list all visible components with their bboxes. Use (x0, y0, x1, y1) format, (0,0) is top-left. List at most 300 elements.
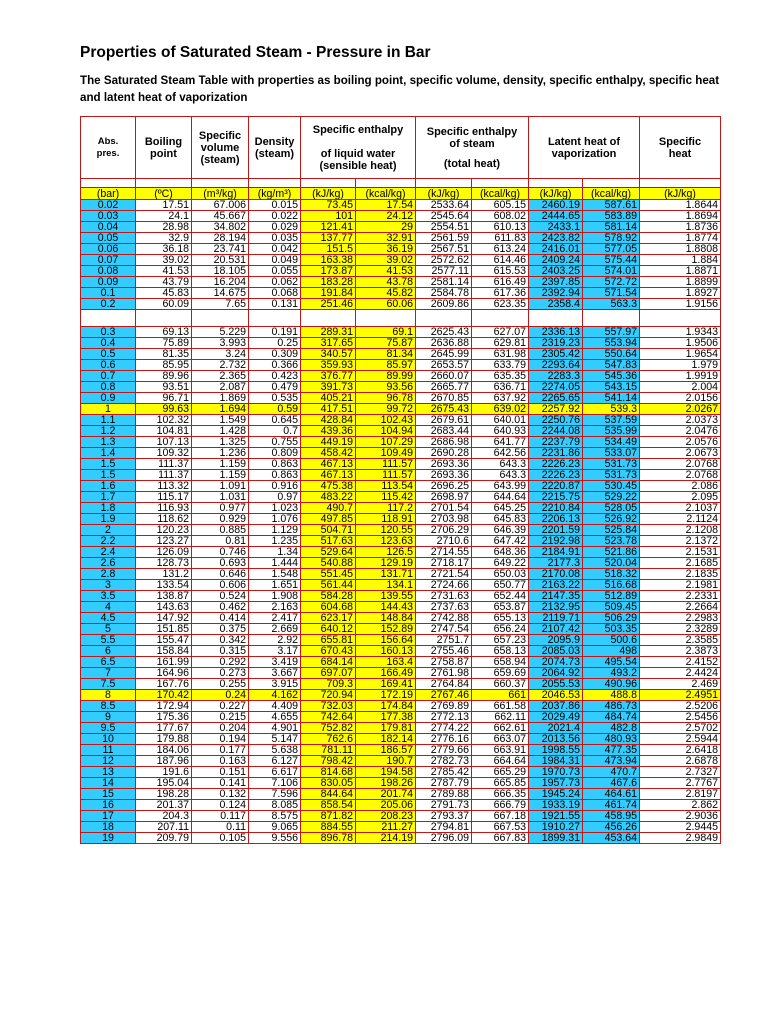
cell-enthalpy-liquid-kcal: 41.53 (356, 266, 416, 277)
cell-boiling-point: 143.63 (136, 602, 192, 613)
cell-specific-volume: 14.675 (192, 288, 249, 299)
cell-abs-pres: 2.2 (81, 536, 136, 547)
cell-density: 0.022 (249, 211, 301, 222)
cell-enthalpy-steam-kj: 2755.46 (416, 646, 472, 657)
cell-enthalpy-steam-kcal: 660.37 (472, 679, 529, 690)
cell-specific-volume: 0.977 (192, 503, 249, 514)
cell-latent-heat-kj: 2403.25 (529, 266, 583, 277)
cell-enthalpy-liquid-kcal: 190.7 (356, 756, 416, 767)
cell-latent-heat-kcal: 534.49 (583, 437, 640, 448)
cell-enthalpy-liquid-kj: 781.11 (301, 745, 356, 756)
cell-density: 1.908 (249, 591, 301, 602)
header-boiling-point: Boiling point (136, 117, 192, 179)
header-gap (81, 179, 721, 188)
cell-specific-volume: 2.365 (192, 371, 249, 382)
cell-specific-volume: 67.006 (192, 200, 249, 211)
cell-boiling-point: 195.04 (136, 778, 192, 789)
cell-specific-heat: 2.4152 (640, 657, 721, 668)
cell-abs-pres: 0.09 (81, 277, 136, 288)
cell-enthalpy-steam-kj: 2653.57 (416, 360, 472, 371)
cell-enthalpy-liquid-kj: 405.21 (301, 393, 356, 404)
cell-latent-heat-kj: 1945.24 (529, 789, 583, 800)
cell-boiling-point: 32.9 (136, 233, 192, 244)
table-row (81, 338, 721, 349)
cell-latent-heat-kcal: 572.72 (583, 277, 640, 288)
cell-specific-heat: 2.5206 (640, 701, 721, 712)
cell-latent-heat-kj: 2132.95 (529, 602, 583, 613)
cell-latent-heat-kcal: 461.74 (583, 800, 640, 811)
cell-latent-heat-kj: 1998.55 (529, 745, 583, 756)
cell-enthalpy-steam-kj: 2701.54 (416, 503, 472, 514)
cell-enthalpy-liquid-kcal: 211.27 (356, 822, 416, 833)
cell-specific-volume: 34.802 (192, 222, 249, 233)
cell-specific-heat: 2.8197 (640, 789, 721, 800)
cell-density: 1.023 (249, 503, 301, 514)
cell-boiling-point: 158.84 (136, 646, 192, 657)
cell-specific-volume: 0.646 (192, 569, 249, 580)
table-row (81, 800, 721, 811)
cell-enthalpy-steam-kj: 2761.98 (416, 668, 472, 679)
cell-abs-pres: 1.7 (81, 492, 136, 503)
cell-enthalpy-liquid-kj: 720.94 (301, 690, 356, 701)
cell-enthalpy-steam-kj: 2769.89 (416, 701, 472, 712)
unit-cell: (ºC) (136, 188, 192, 200)
cell-specific-heat: 2.1685 (640, 558, 721, 569)
cell-density: 0.068 (249, 288, 301, 299)
cell-enthalpy-liquid-kcal: 214.19 (356, 833, 416, 844)
cell-specific-volume: 0.375 (192, 624, 249, 635)
cell-density: 3.419 (249, 657, 301, 668)
cell-latent-heat-kcal: 503.35 (583, 624, 640, 635)
table-row (81, 426, 721, 437)
table-body-low-pressure (81, 200, 721, 310)
cell-latent-heat-kcal: 516.68 (583, 580, 640, 591)
cell-enthalpy-steam-kcal: 665.29 (472, 767, 529, 778)
cell-latent-heat-kcal: 482.8 (583, 723, 640, 734)
cell-latent-heat-kcal: 563.3 (583, 299, 640, 310)
cell-latent-heat-kj: 2147.35 (529, 591, 583, 602)
cell-specific-volume: 28.194 (192, 233, 249, 244)
cell-abs-pres: 8.5 (81, 701, 136, 712)
cell-specific-heat: 1.8899 (640, 277, 721, 288)
cell-enthalpy-liquid-kj: 540.88 (301, 558, 356, 569)
cell-abs-pres: 5 (81, 624, 136, 635)
cell-latent-heat-kj: 2037.86 (529, 701, 583, 712)
cell-latent-heat-kcal: 550.64 (583, 349, 640, 360)
cell-specific-heat: 2.7327 (640, 767, 721, 778)
cell-specific-heat: 1.8774 (640, 233, 721, 244)
cell-boiling-point: 93.51 (136, 382, 192, 393)
cell-latent-heat-kcal: 518.32 (583, 569, 640, 580)
cell-specific-heat: 2.0373 (640, 415, 721, 426)
cell-specific-heat: 2.1531 (640, 547, 721, 558)
cell-density: 0.755 (249, 437, 301, 448)
cell-density: 0.97 (249, 492, 301, 503)
cell-enthalpy-steam-kj: 2581.14 (416, 277, 472, 288)
cell-abs-pres: 1.8 (81, 503, 136, 514)
cell-boiling-point: 81.35 (136, 349, 192, 360)
cell-abs-pres: 7.5 (81, 679, 136, 690)
cell-abs-pres: 0.5 (81, 349, 136, 360)
cell-enthalpy-steam-kj: 2636.88 (416, 338, 472, 349)
cell-latent-heat-kcal: 529.22 (583, 492, 640, 503)
cell-enthalpy-steam-kcal: 645.83 (472, 514, 529, 525)
cell-specific-volume: 0.693 (192, 558, 249, 569)
cell-enthalpy-steam-kj: 2584.78 (416, 288, 472, 299)
unit-cell: (m³/kg) (192, 188, 249, 200)
cell-enthalpy-liquid-kj: 183.28 (301, 277, 356, 288)
cell-specific-volume: 0.524 (192, 591, 249, 602)
cell-latent-heat-kj: 2119.71 (529, 613, 583, 624)
cell-boiling-point: 118.62 (136, 514, 192, 525)
table-row (81, 200, 721, 211)
cell-specific-heat: 1.8808 (640, 244, 721, 255)
header-enthalpy-steam: Specific enthalpy of steam (total heat) (416, 117, 529, 179)
cell-density: 4.409 (249, 701, 301, 712)
cell-boiling-point: 126.09 (136, 547, 192, 558)
cell-enthalpy-steam-kj: 2665.77 (416, 382, 472, 393)
cell-abs-pres: 0.6 (81, 360, 136, 371)
cell-enthalpy-liquid-kcal: 32.91 (356, 233, 416, 244)
cell-enthalpy-steam-kcal: 650.77 (472, 580, 529, 591)
cell-enthalpy-steam-kcal: 656.24 (472, 624, 529, 635)
cell-enthalpy-liquid-kcal: 160.13 (356, 646, 416, 657)
cell-specific-heat: 2.086 (640, 481, 721, 492)
table-row (81, 371, 721, 382)
cell-enthalpy-steam-kcal: 667.53 (472, 822, 529, 833)
cell-enthalpy-liquid-kj: 858.54 (301, 800, 356, 811)
cell-boiling-point: 99.63 (136, 404, 192, 415)
cell-boiling-point: 187.96 (136, 756, 192, 767)
cell-boiling-point: 123.27 (136, 536, 192, 547)
table-row (81, 657, 721, 668)
cell-specific-heat: 2.4424 (640, 668, 721, 679)
cell-enthalpy-steam-kcal: 611.83 (472, 233, 529, 244)
cell-specific-volume: 1.159 (192, 470, 249, 481)
cell-abs-pres: 2.6 (81, 558, 136, 569)
cell-latent-heat-kcal: 506.29 (583, 613, 640, 624)
cell-enthalpy-steam-kj: 2785.42 (416, 767, 472, 778)
cell-latent-heat-kj: 2055.53 (529, 679, 583, 690)
cell-specific-heat: 1.8694 (640, 211, 721, 222)
cell-specific-volume: 1.236 (192, 448, 249, 459)
cell-enthalpy-liquid-kcal: 194.58 (356, 767, 416, 778)
cell-latent-heat-kj: 2444.65 (529, 211, 583, 222)
cell-density: 7.596 (249, 789, 301, 800)
cell-abs-pres: 0.02 (81, 200, 136, 211)
cell-enthalpy-liquid-kcal: 156.64 (356, 635, 416, 646)
cell-abs-pres: 2 (81, 525, 136, 536)
table-row (81, 712, 721, 723)
cell-enthalpy-liquid-kj: 561.44 (301, 580, 356, 591)
cell-enthalpy-liquid-kcal: 93.56 (356, 382, 416, 393)
table-row (81, 404, 721, 415)
table-row (81, 481, 721, 492)
cell-latent-heat-kcal: 477.35 (583, 745, 640, 756)
table-row (81, 277, 721, 288)
cell-specific-volume: 0.81 (192, 536, 249, 547)
cell-latent-heat-kcal: 571.54 (583, 288, 640, 299)
cell-abs-pres: 1.3 (81, 437, 136, 448)
cell-enthalpy-liquid-kcal: 117.2 (356, 503, 416, 514)
cell-enthalpy-liquid-kj: 504.71 (301, 525, 356, 536)
cell-specific-heat: 2.9849 (640, 833, 721, 844)
cell-latent-heat-kj: 2184.91 (529, 547, 583, 558)
cell-boiling-point: 113.32 (136, 481, 192, 492)
header-abs-pres: Abs. pres. (81, 117, 136, 179)
cell-latent-heat-kcal: 535.99 (583, 426, 640, 437)
cell-latent-heat-kcal: 509.45 (583, 602, 640, 613)
cell-enthalpy-liquid-kj: 732.03 (301, 701, 356, 712)
cell-latent-heat-kj: 2237.79 (529, 437, 583, 448)
cell-specific-volume: 0.414 (192, 613, 249, 624)
cell-enthalpy-steam-kj: 2690.28 (416, 448, 472, 459)
cell-latent-heat-kj: 2085.03 (529, 646, 583, 657)
cell-specific-volume: 7.65 (192, 299, 249, 310)
table-row (81, 459, 721, 470)
cell-enthalpy-liquid-kj: 173.87 (301, 266, 356, 277)
cell-density: 0.366 (249, 360, 301, 371)
cell-enthalpy-steam-kcal: 636.71 (472, 382, 529, 393)
cell-latent-heat-kj: 1921.55 (529, 811, 583, 822)
table-row (81, 211, 721, 222)
unit-cell: (bar) (81, 188, 136, 200)
cell-specific-heat: 2.2331 (640, 591, 721, 602)
cell-enthalpy-steam-kcal: 644.64 (472, 492, 529, 503)
cell-abs-pres: 0.06 (81, 244, 136, 255)
cell-boiling-point: 191.6 (136, 767, 192, 778)
cell-enthalpy-liquid-kj: 483.22 (301, 492, 356, 503)
cell-latent-heat-kj: 2392.94 (529, 288, 583, 299)
cell-density: 7.106 (249, 778, 301, 789)
cell-latent-heat-kj: 1970.73 (529, 767, 583, 778)
table-row (81, 233, 721, 244)
cell-abs-pres: 11 (81, 745, 136, 756)
cell-density: 0.645 (249, 415, 301, 426)
cell-enthalpy-liquid-kcal: 198.26 (356, 778, 416, 789)
cell-boiling-point: 96.71 (136, 393, 192, 404)
cell-specific-heat: 2.0768 (640, 459, 721, 470)
cell-boiling-point: 172.94 (136, 701, 192, 712)
cell-enthalpy-steam-kj: 2764.84 (416, 679, 472, 690)
page-subtitle: The Saturated Steam Table with properties as boiling point, specific volume, density, specific enthalpy, specific heat and latent heat of vaporization (80, 74, 720, 104)
cell-enthalpy-liquid-kcal: 111.57 (356, 459, 416, 470)
cell-specific-heat: 1.9919 (640, 371, 721, 382)
cell-enthalpy-steam-kj: 2782.73 (416, 756, 472, 767)
cell-enthalpy-liquid-kj: 884.55 (301, 822, 356, 833)
cell-latent-heat-kcal: 456.26 (583, 822, 640, 833)
cell-specific-heat: 2.0673 (640, 448, 721, 459)
cell-boiling-point: 39.02 (136, 255, 192, 266)
cell-boiling-point: 85.95 (136, 360, 192, 371)
cell-specific-heat: 2.1037 (640, 503, 721, 514)
cell-enthalpy-steam-kcal: 615.53 (472, 266, 529, 277)
cell-enthalpy-liquid-kcal: 75.87 (356, 338, 416, 349)
cell-abs-pres: 9.5 (81, 723, 136, 734)
cell-latent-heat-kcal: 525.84 (583, 525, 640, 536)
cell-enthalpy-liquid-kcal: 174.84 (356, 701, 416, 712)
cell-boiling-point: 45.83 (136, 288, 192, 299)
cell-specific-volume: 0.273 (192, 668, 249, 679)
cell-density: 2.417 (249, 613, 301, 624)
cell-enthalpy-steam-kcal: 652.44 (472, 591, 529, 602)
table-row (81, 255, 721, 266)
cell-density: 0.055 (249, 266, 301, 277)
cell-enthalpy-liquid-kcal: 99.72 (356, 404, 416, 415)
cell-abs-pres: 14 (81, 778, 136, 789)
cell-enthalpy-steam-kcal: 642.56 (472, 448, 529, 459)
cell-enthalpy-steam-kcal: 645.25 (472, 503, 529, 514)
cell-enthalpy-liquid-kj: 762.6 (301, 734, 356, 745)
cell-enthalpy-steam-kj: 2567.51 (416, 244, 472, 255)
cell-density: 0.809 (249, 448, 301, 459)
cell-specific-heat: 2.5702 (640, 723, 721, 734)
cell-boiling-point: 111.37 (136, 470, 192, 481)
cell-boiling-point: 167.76 (136, 679, 192, 690)
cell-boiling-point: 115.17 (136, 492, 192, 503)
cell-enthalpy-liquid-kj: 655.81 (301, 635, 356, 646)
cell-specific-volume: 1.325 (192, 437, 249, 448)
cell-abs-pres: 1 (81, 404, 136, 415)
cell-enthalpy-steam-kcal: 610.13 (472, 222, 529, 233)
cell-enthalpy-steam-kcal: 646.39 (472, 525, 529, 536)
cell-density: 0.309 (249, 349, 301, 360)
table-row (81, 811, 721, 822)
cell-specific-volume: 0.342 (192, 635, 249, 646)
cell-enthalpy-steam-kcal: 667.83 (472, 833, 529, 844)
cell-enthalpy-liquid-kj: 151.5 (301, 244, 356, 255)
cell-enthalpy-liquid-kcal: 134.1 (356, 580, 416, 591)
cell-specific-heat: 2.862 (640, 800, 721, 811)
cell-enthalpy-steam-kj: 2686.98 (416, 437, 472, 448)
cell-enthalpy-liquid-kcal: 139.55 (356, 591, 416, 602)
cell-latent-heat-kcal: 587.61 (583, 200, 640, 211)
steam-table (80, 116, 721, 844)
cell-abs-pres: 16 (81, 800, 136, 811)
cell-specific-volume: 0.124 (192, 800, 249, 811)
cell-enthalpy-steam-kj: 2572.62 (416, 255, 472, 266)
cell-latent-heat-kcal: 493.2 (583, 668, 640, 679)
cell-boiling-point: 89.96 (136, 371, 192, 382)
cell-specific-volume: 0.885 (192, 525, 249, 536)
cell-density: 0.035 (249, 233, 301, 244)
header-specific-volume: Specific volume (steam) (192, 117, 249, 179)
cell-abs-pres: 4.5 (81, 613, 136, 624)
cell-abs-pres: 3 (81, 580, 136, 591)
cell-latent-heat-kj: 2177.3 (529, 558, 583, 569)
cell-enthalpy-liquid-kcal: 208.23 (356, 811, 416, 822)
cell-abs-pres: 17 (81, 811, 136, 822)
cell-latent-heat-kj: 2170.08 (529, 569, 583, 580)
cell-abs-pres: 1.1 (81, 415, 136, 426)
cell-specific-heat: 2.6878 (640, 756, 721, 767)
cell-density: 0.863 (249, 470, 301, 481)
cell-abs-pres: 0.9 (81, 393, 136, 404)
cell-latent-heat-kj: 1910.27 (529, 822, 583, 833)
cell-abs-pres: 5.5 (81, 635, 136, 646)
cell-density: 3.915 (249, 679, 301, 690)
cell-abs-pres: 0.05 (81, 233, 136, 244)
cell-abs-pres: 15 (81, 789, 136, 800)
page-title: Properties of Saturated Steam - Pressure in Bar (80, 44, 431, 61)
cell-density: 9.065 (249, 822, 301, 833)
unit-cell: (kJ/kg) (416, 188, 472, 200)
header-enthalpy-liquid: Specific enthalpy of liquid water (sensible heat) (301, 117, 416, 179)
cell-enthalpy-liquid-kcal: 85.97 (356, 360, 416, 371)
cell-enthalpy-liquid-kj: 709.3 (301, 679, 356, 690)
cell-specific-volume: 20.531 (192, 255, 249, 266)
cell-enthalpy-liquid-kj: 604.68 (301, 602, 356, 613)
cell-boiling-point: 164.96 (136, 668, 192, 679)
cell-latent-heat-kcal: 458.95 (583, 811, 640, 822)
cell-specific-volume: 0.151 (192, 767, 249, 778)
cell-specific-heat: 1.9654 (640, 349, 721, 360)
unit-cell: (kJ/kg) (301, 188, 356, 200)
cell-enthalpy-steam-kcal: 658.94 (472, 657, 529, 668)
cell-density: 2.92 (249, 635, 301, 646)
cell-enthalpy-steam-kcal: 617.36 (472, 288, 529, 299)
cell-enthalpy-steam-kj: 2609.86 (416, 299, 472, 310)
cell-latent-heat-kj: 2293.64 (529, 360, 583, 371)
cell-enthalpy-liquid-kcal: 60.06 (356, 299, 416, 310)
cell-enthalpy-liquid-kj: 752.82 (301, 723, 356, 734)
cell-specific-heat: 1.8644 (640, 200, 721, 211)
cell-enthalpy-liquid-kj: 742.64 (301, 712, 356, 723)
cell-density: 0.25 (249, 338, 301, 349)
cell-latent-heat-kj: 1957.73 (529, 778, 583, 789)
cell-enthalpy-steam-kj: 2679.61 (416, 415, 472, 426)
cell-density: 0.535 (249, 393, 301, 404)
cell-latent-heat-kcal: 557.97 (583, 327, 640, 338)
cell-specific-volume: 0.227 (192, 701, 249, 712)
cell-abs-pres: 1.6 (81, 481, 136, 492)
cell-enthalpy-liquid-kcal: 182.14 (356, 734, 416, 745)
cell-latent-heat-kcal: 526.92 (583, 514, 640, 525)
cell-latent-heat-kj: 2319.23 (529, 338, 583, 349)
cell-specific-heat: 2.1208 (640, 525, 721, 536)
cell-enthalpy-liquid-kcal: 29 (356, 222, 416, 233)
cell-density: 1.548 (249, 569, 301, 580)
cell-density: 1.129 (249, 525, 301, 536)
cell-latent-heat-kcal: 553.94 (583, 338, 640, 349)
cell-enthalpy-liquid-kj: 844.64 (301, 789, 356, 800)
cell-enthalpy-steam-kcal: 631.98 (472, 349, 529, 360)
table-row (81, 690, 721, 701)
cell-specific-volume: 3.24 (192, 349, 249, 360)
cell-latent-heat-kcal: 528.05 (583, 503, 640, 514)
cell-specific-heat: 2.0156 (640, 393, 721, 404)
cell-specific-volume: 23.741 (192, 244, 249, 255)
cell-specific-volume: 1.159 (192, 459, 249, 470)
cell-latent-heat-kj: 2305.42 (529, 349, 583, 360)
cell-enthalpy-steam-kcal: 629.81 (472, 338, 529, 349)
cell-latent-heat-kj: 1899.31 (529, 833, 583, 844)
cell-enthalpy-liquid-kcal: 17.54 (356, 200, 416, 211)
cell-density: 0.029 (249, 222, 301, 233)
table-row (81, 492, 721, 503)
cell-specific-volume: 5.229 (192, 327, 249, 338)
cell-abs-pres: 2.8 (81, 569, 136, 580)
cell-density: 4.901 (249, 723, 301, 734)
cell-enthalpy-liquid-kj: 289.31 (301, 327, 356, 338)
cell-enthalpy-steam-kj: 2714.55 (416, 547, 472, 558)
cell-enthalpy-steam-kj: 2789.88 (416, 789, 472, 800)
cell-enthalpy-liquid-kj: 640.12 (301, 624, 356, 635)
cell-enthalpy-steam-kcal: 640.01 (472, 415, 529, 426)
cell-enthalpy-steam-kcal: 661 (472, 690, 529, 701)
header-specific-heat: Specific heat (640, 117, 721, 179)
cell-boiling-point: 36.18 (136, 244, 192, 255)
